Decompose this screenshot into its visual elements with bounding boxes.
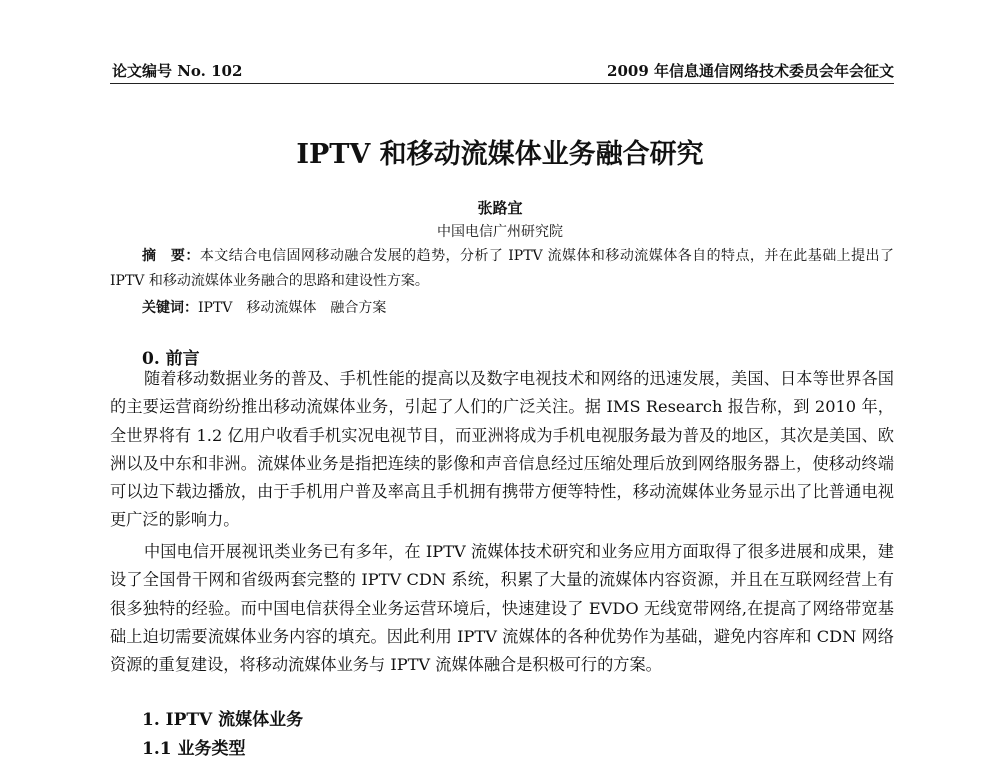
keyword-item: 移动流媒体 [246,300,317,316]
keyword-item: 融合方案 [330,300,387,316]
keywords [142,297,400,317]
section-heading-1: 1. IPTV 流媒体业务 [142,710,304,730]
keywords-label: 关键词： [142,300,198,316]
conference-name: 2009 年信息通信网络技术委员会年会征文 [607,62,894,80]
intro-paragraph-2: 中国电信开展视讯类业务已有多年，在 IPTV 流媒体技术研究和业务应用方面取得了很多进展和成果，建设了全国骨干网和省级两套完整的 IPTV CDN 系统，积累了大量的流媒体内容资源，并且在互联网经营上有很多独特的经验。而中国电信获得全业务运营环境后，快速建设了 EVDO 无线宽带网络,在提高了网络带宽基础上迫切需要流媒体业务内容的填充。因此利用 IPTV 流媒体的各种优势作为基础，避免内容库和 CDN 网络资源的重复建设，将移动流媒体业务与 IPTV 流媒体融合是积极可行的方案。 [110,542,894,675]
paper-number: 论文编号 No. 102 [112,62,243,80]
paper-title: IPTV 和移动流媒体业务融合研究 [296,139,704,170]
header-divider [110,83,894,84]
abstract-text: 本文结合电信固网移动融合发展的趋势，分析了 IPTV 流媒体和移动流媒体各自的特点，并在此基础上提出了 IPTV 和移动流媒体业务融合的思路和建设性方案。 [110,248,895,289]
author-name: 张路宜 [477,199,523,217]
author-affiliation: 中国电信广州研究院 [437,224,563,240]
abstract-body [110,244,894,294]
abstract-label: 摘 要： [142,248,200,264]
abstract [110,244,894,294]
intro-paragraph-1: 随着移动数据业务的普及、手机性能的提高以及数字电视技术和网络的迅速发展，美国、日本等世界各国的主要运营商纷纷推出移动流媒体业务，引起了人们的广泛关注。据 IMS Research 报告称，到 2010 年，全世界将有 1.2 亿用户收看手机实况电视节目，而亚洲将成为手机电视服务最为普及的地区，其次是美国、欧洲以及中东和非洲。流媒体业务是指把连续的影像和声音信息经过压缩处理后放到网络服务器上，使移动终端可以边下载边播放，由于手机用户普及率高且手机拥有携带方便等特性，移动流媒体业务显示出了比普通电视更广泛的影响力。 [110,369,894,530]
section-heading-intro: 0. 前言 [142,349,200,369]
subsection-heading-1-1: 1.1 业务类型 [142,739,246,759]
keyword-item: IPTV [198,300,233,316]
